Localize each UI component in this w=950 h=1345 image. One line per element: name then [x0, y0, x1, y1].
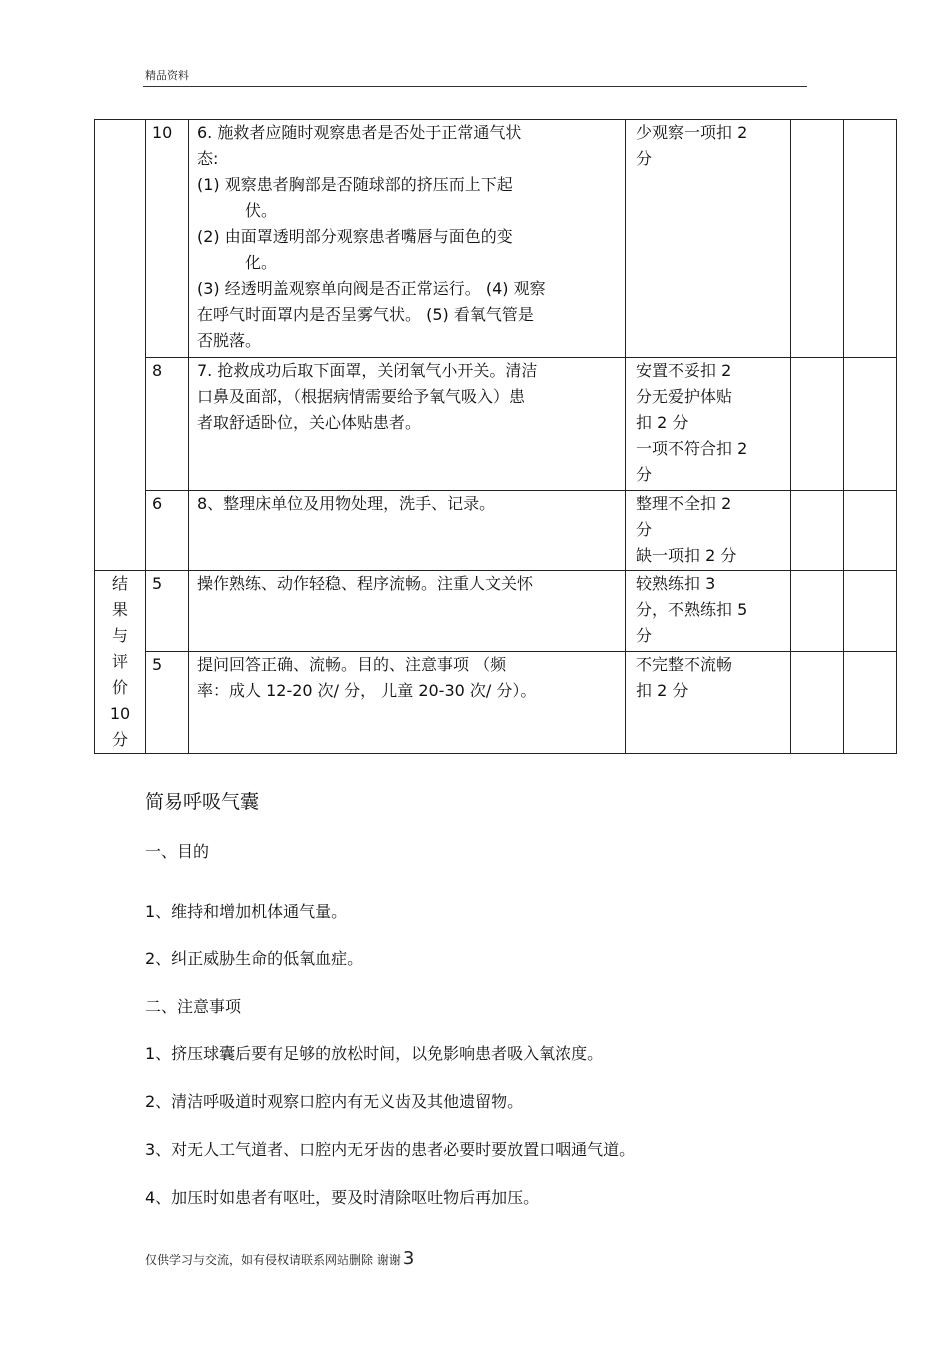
- notes-item: 2、清洁呼吸道时观察口腔内有无义齿及其他遗留物。: [145, 1092, 524, 1111]
- item-line: (3) 经透明盖观察单向阀是否正常运行。 (4) 观察: [197, 279, 546, 298]
- deduction-line: 分: [636, 149, 653, 168]
- deduction-cell: [626, 120, 791, 358]
- section-label-char: 与: [111, 626, 128, 645]
- score-cell: [791, 652, 844, 754]
- deduction-line: 分无爱护体贴: [636, 387, 733, 406]
- deduction-line: 整理不全扣 2: [636, 494, 732, 513]
- document-title: 简易呼吸气囊: [145, 791, 260, 813]
- item-line: 6. 施救者应随时观察患者是否处于正常通气状: [197, 123, 522, 142]
- remark-cell: [844, 358, 897, 491]
- points-cell: 6: [146, 491, 189, 571]
- item-line: 口鼻及面部，（根据病情需要给予氧气吸入）患: [197, 387, 526, 406]
- page-number: 3: [402, 1248, 415, 1269]
- footer-text: 仅供学习与交流，如有侵权请联系网站删除 谢谢: [145, 1253, 401, 1267]
- header-label: 精品资料: [145, 69, 189, 82]
- table-row: [95, 358, 897, 491]
- points-cell: 5: [146, 652, 189, 754]
- notes-heading: 二、注意事项: [145, 997, 242, 1016]
- points-cell: 5: [146, 571, 189, 652]
- score-cell: [791, 120, 844, 358]
- deduction-line: 不完整不流畅: [636, 655, 733, 675]
- deduction-line: 分: [636, 520, 653, 539]
- item-cell: [189, 652, 626, 754]
- deduction-line: 较熟练扣 3: [636, 574, 716, 593]
- footer: [145, 1248, 414, 1269]
- score-cell: [791, 571, 844, 652]
- table-row: [95, 120, 897, 358]
- remark-cell: [844, 571, 897, 652]
- remark-cell: [844, 120, 897, 358]
- deduction-line: 分: [636, 626, 653, 645]
- header-rule: [143, 86, 807, 87]
- item-cell: [189, 120, 626, 358]
- deduction-cell: [626, 491, 791, 571]
- deduction-line: 缺一项扣 2 分: [636, 546, 737, 565]
- section-cell-procedure: [95, 120, 146, 571]
- section-label-char: 结: [111, 574, 128, 593]
- section-label-char: 评: [111, 652, 128, 671]
- item-line: 在呼气时面罩内是否呈雾气状。 (5) 看氧气管是: [197, 305, 534, 324]
- item-line: 伏。: [245, 201, 278, 220]
- item-cell: [189, 491, 626, 571]
- deduction-line: 安置不妥扣 2: [636, 361, 732, 380]
- deduction-line: 扣 2 分: [636, 681, 689, 701]
- table-row: [95, 652, 897, 754]
- item-line: 提问回答正确、流畅。目的、注意事项 （频: [197, 655, 507, 675]
- deduction-line: 少观察一项扣 2: [636, 123, 748, 142]
- remark-cell: [844, 491, 897, 571]
- points-cell: 8: [146, 358, 189, 491]
- deduction-cell: [626, 571, 791, 652]
- remark-cell: [844, 652, 897, 754]
- scoring-table: [94, 119, 897, 754]
- deduction-line: 分: [636, 465, 653, 484]
- item-line: (2) 由面罩透明部分观察患者嘴唇与面色的变: [197, 227, 513, 246]
- table-row: [95, 571, 897, 652]
- table-row: [95, 491, 897, 571]
- item-line: 7. 抢救成功后取下面罩，关闭氧气小开关。清洁: [197, 361, 538, 380]
- section-label-char: 10: [109, 704, 131, 723]
- deduction-cell: [626, 652, 791, 754]
- deduction-line: 扣 2 分: [636, 413, 689, 432]
- item-line: 态:: [197, 149, 219, 168]
- deduction-cell: [626, 358, 791, 491]
- notes-item: 1、挤压球囊后要有足够的放松时间，以免影响患者吸入氧浓度。: [145, 1044, 604, 1063]
- notes-item: 4、加压时如患者有呕吐，要及时清除呕吐物后再加压。: [145, 1188, 540, 1207]
- section-cell-result: [95, 571, 146, 754]
- deduction-line: 分，不熟练扣 5: [636, 600, 748, 619]
- purpose-item: 2、纠正威胁生命的低氧血症。: [145, 949, 364, 968]
- section-label-char: 分: [111, 730, 128, 749]
- purpose-heading: 一、目的: [145, 842, 210, 861]
- item-line: 8、整理床单位及用物处理，洗手、记录。: [197, 494, 496, 513]
- score-cell: [791, 491, 844, 571]
- deduction-line: 一项不符合扣 2: [636, 439, 748, 458]
- section-label-char: 价: [111, 678, 128, 697]
- purpose-item: 1、维持和增加机体通气量。: [145, 902, 348, 921]
- section-label-char: 果: [111, 600, 128, 619]
- item-line: 化。: [245, 253, 278, 272]
- item-cell: [189, 358, 626, 491]
- points-cell: 10: [146, 120, 189, 358]
- item-cell: [189, 571, 626, 652]
- score-cell: [791, 358, 844, 491]
- notes-item: 3、对无人工气道者、口腔内无牙齿的患者必要时要放置口咽通气道。: [145, 1140, 636, 1159]
- item-line: 者取舒适卧位，关心体贴患者。: [197, 413, 422, 432]
- item-line: 否脱落。: [197, 331, 262, 350]
- item-line: 率：成人 12-20 次/ 分， 儿童 20-30 次/ 分）。: [197, 681, 537, 701]
- item-line: 操作熟练、动作轻稳、程序流畅。注重人文关怀: [197, 574, 534, 593]
- item-line: (1) 观察患者胸部是否随球部的挤压而上下起: [197, 175, 513, 194]
